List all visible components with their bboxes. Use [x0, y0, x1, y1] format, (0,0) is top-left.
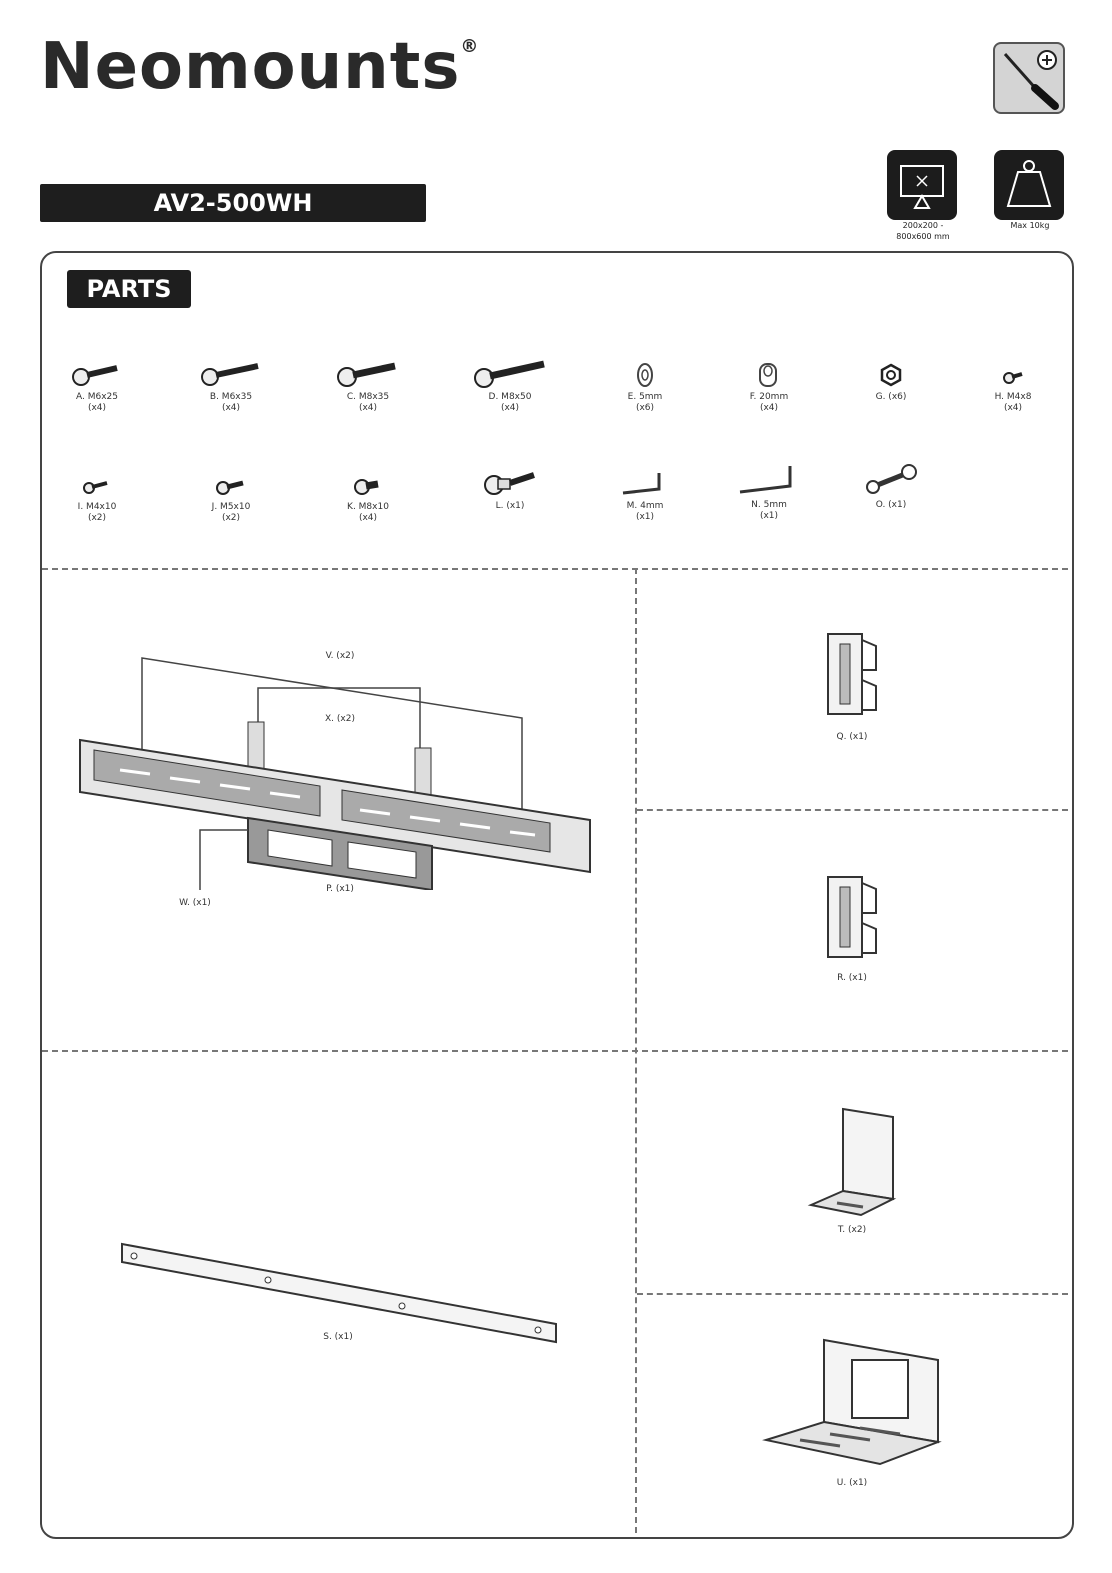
- callout-s: S. (x1): [323, 1332, 353, 1342]
- bolt-icon: [348, 470, 388, 500]
- callout-v: V. (x2): [325, 651, 355, 661]
- part-m: M. 4mm (x1): [590, 465, 700, 523]
- bracket-t: [803, 1105, 903, 1220]
- bolt-icon: [77, 470, 117, 500]
- part-o: O. (x1): [836, 462, 946, 511]
- part-h: H. M4x8 (x4): [958, 360, 1068, 414]
- callout-x: X. (x2): [325, 714, 355, 724]
- nut-icon: [876, 360, 906, 390]
- weight-icon: [994, 150, 1064, 220]
- parts-title: PARTS: [67, 270, 191, 308]
- bracket-q: [822, 630, 882, 720]
- divider: [637, 1293, 1068, 1295]
- bolt-icon: [998, 360, 1028, 390]
- spacer-icon: [754, 360, 784, 390]
- part-b: B. M6x35 (x4): [176, 360, 286, 414]
- part-f: F. 20mm (x4): [714, 360, 824, 414]
- callout-p: P. (x1): [326, 884, 354, 894]
- brand-logo: Neomounts®: [40, 30, 480, 104]
- part-c: C. M8x35 (x4): [313, 360, 423, 414]
- wrench-icon: [861, 462, 921, 498]
- lock-bolt-icon: [480, 465, 540, 499]
- bracket-r: [822, 873, 882, 963]
- part-l: L. (x1): [455, 465, 565, 512]
- bolt-icon: [196, 360, 266, 390]
- washer-icon: [630, 360, 660, 390]
- bolt-icon: [67, 360, 127, 390]
- hex-key-icon: [615, 465, 675, 499]
- callout-u: U. (x1): [836, 1478, 868, 1488]
- callout-w: W. (x1): [179, 898, 211, 908]
- callout-t: T. (x2): [837, 1225, 867, 1235]
- bracket-assembly: [70, 640, 610, 890]
- part-d: D. M8x50 (x4): [455, 360, 565, 414]
- bracket-u: [760, 1336, 945, 1471]
- model-number: AV2-500WH: [40, 184, 426, 222]
- max-load-spec: [994, 150, 1066, 231]
- callout-r: R. (x1): [837, 973, 867, 983]
- bolt-icon: [211, 470, 251, 500]
- bolt-icon: [333, 360, 403, 390]
- part-g: G. (x6): [836, 360, 946, 403]
- divider: [42, 568, 1068, 570]
- part-e: E. 5mm (x6): [590, 360, 700, 414]
- vesa-label: 200x200 - 800x600 mm: [896, 221, 950, 241]
- callout-q: Q. (x1): [836, 732, 868, 742]
- hex-key-icon: [734, 460, 804, 498]
- part-k: K. M8x10 (x4): [313, 470, 423, 524]
- divider: [42, 1050, 1068, 1052]
- vesa-icon: [887, 150, 957, 220]
- part-i: I. M4x10 (x2): [42, 470, 152, 524]
- part-j: J. M5x10 (x2): [176, 470, 286, 524]
- screwdriver-icon: [993, 42, 1065, 114]
- divider: [637, 809, 1068, 811]
- part-a: A. M6x25 (x4): [42, 360, 152, 414]
- part-n: N. 5mm (x1): [714, 460, 824, 522]
- bolt-icon: [470, 360, 550, 390]
- vesa-spec: [887, 150, 959, 242]
- max-load-label: Max 10kg: [1010, 221, 1050, 230]
